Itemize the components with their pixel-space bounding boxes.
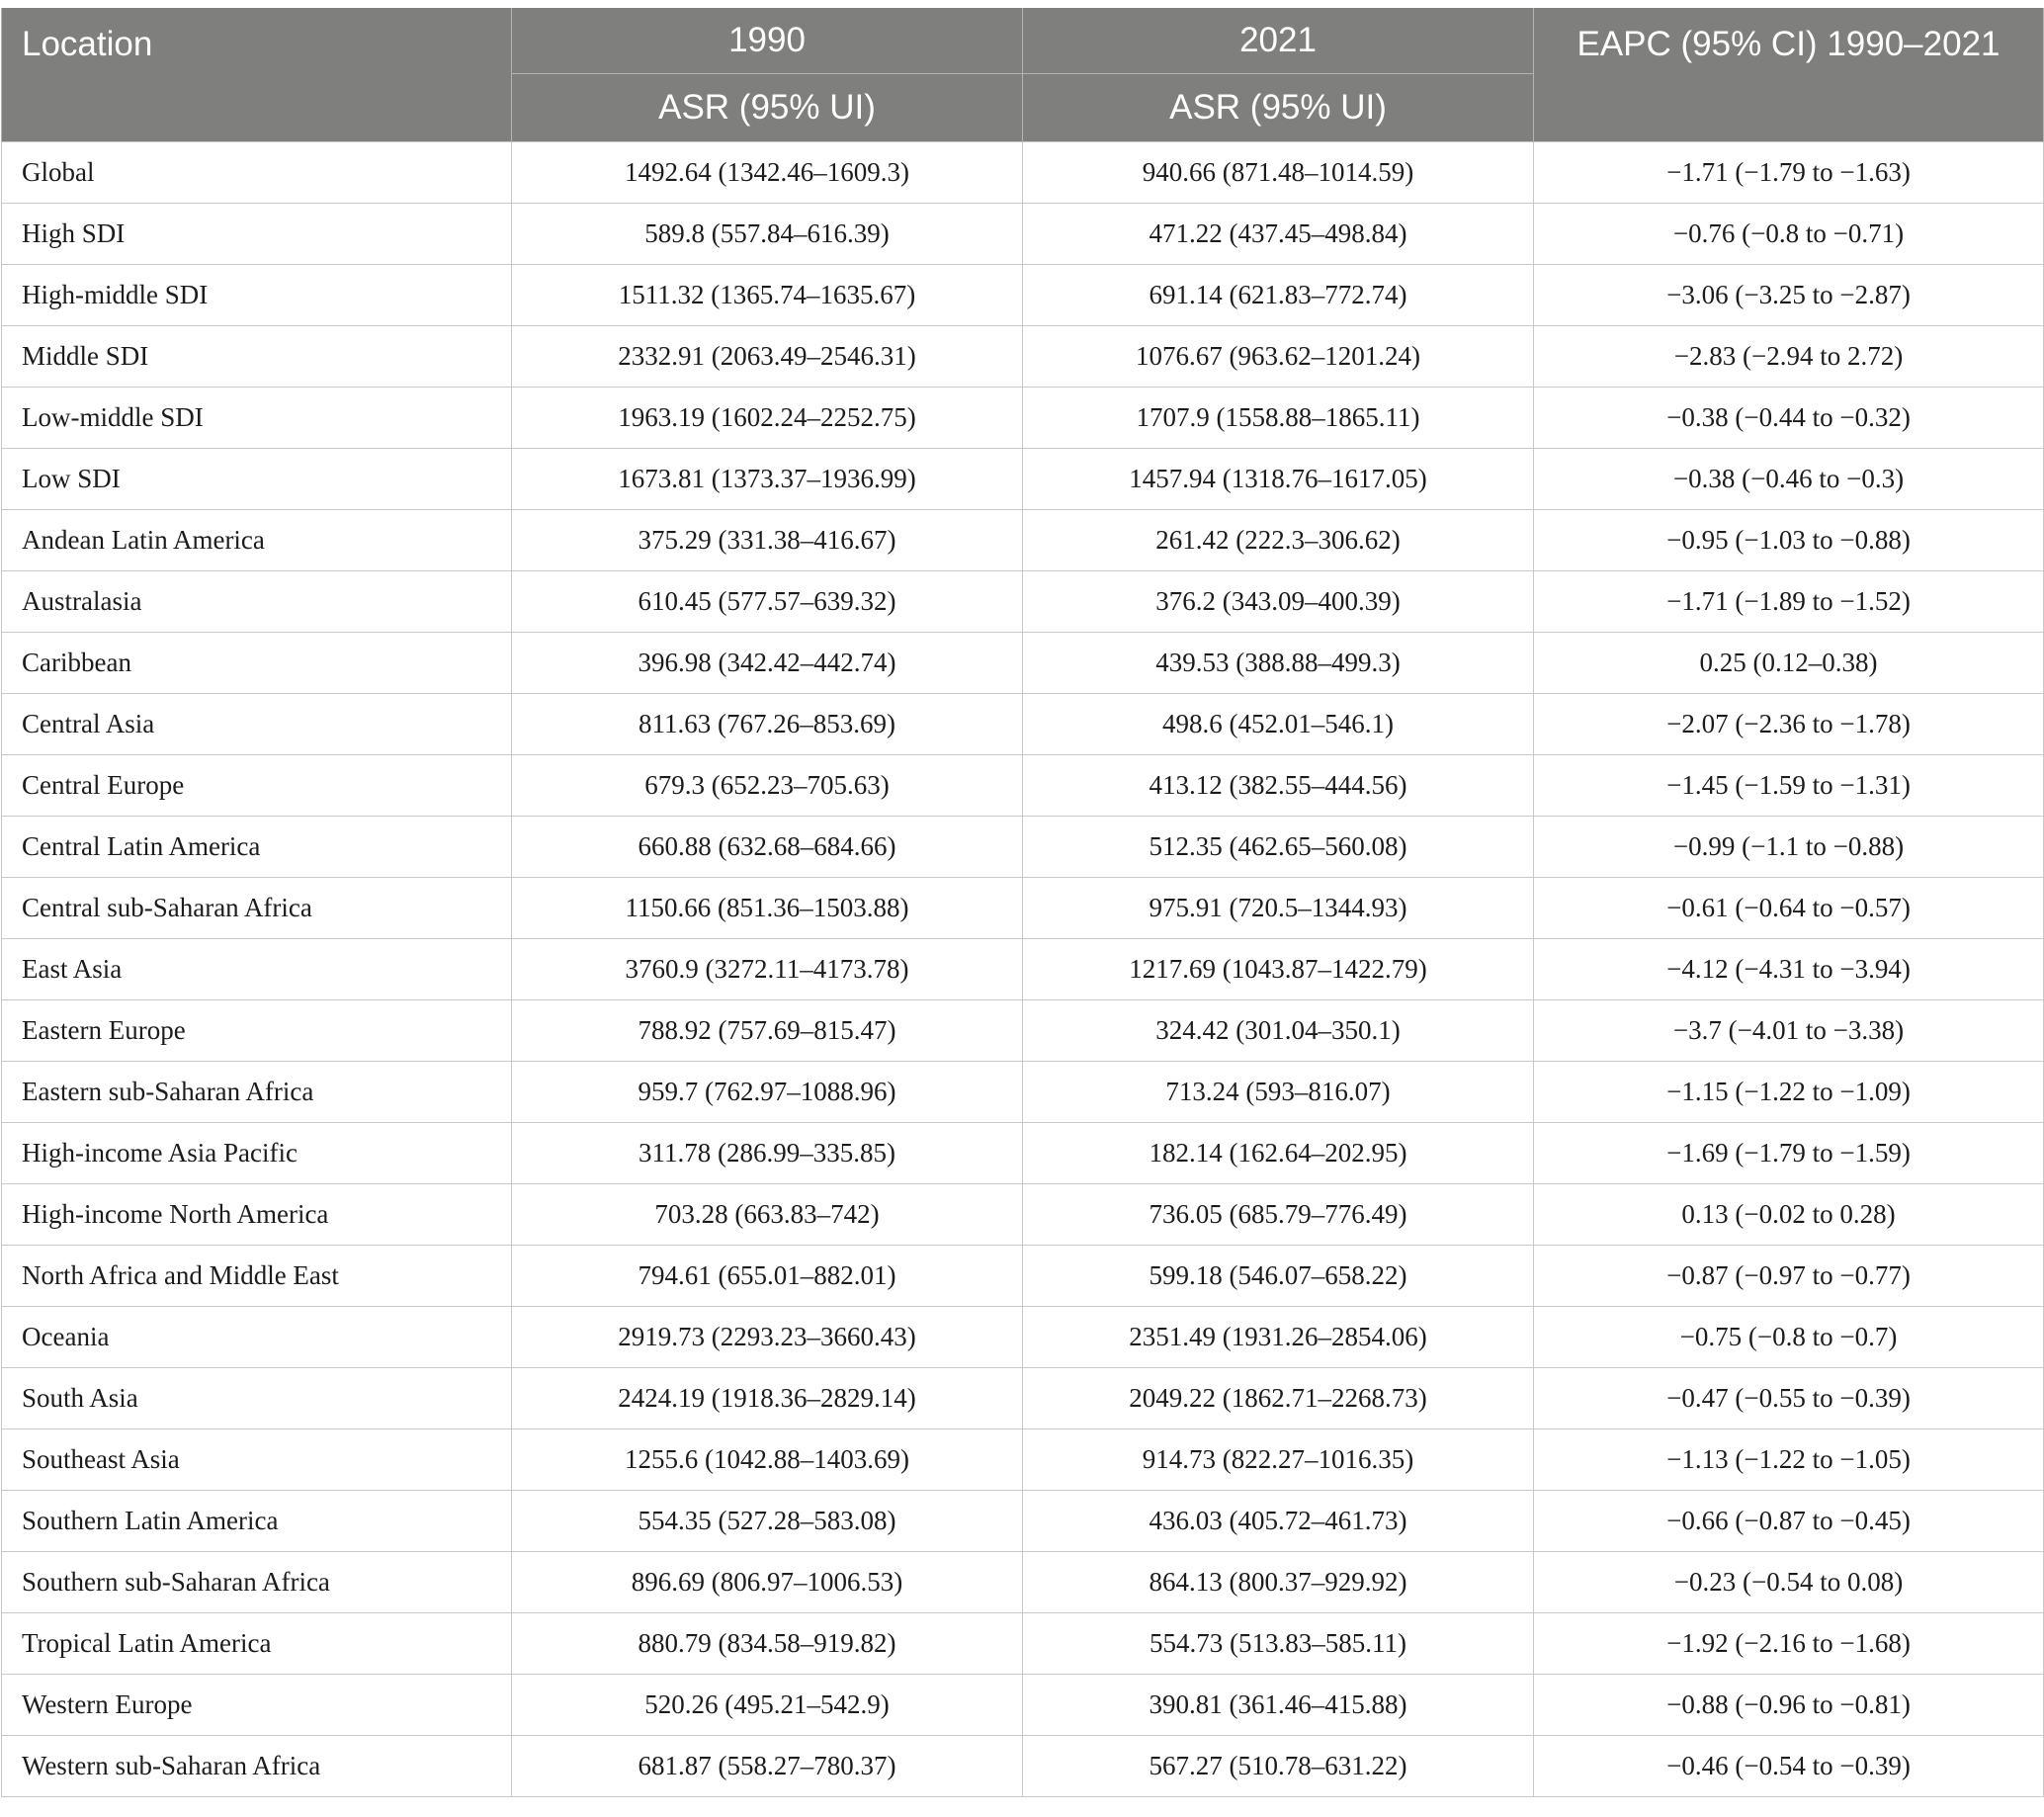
asr-1990-cell: 794.61 (655.01–882.01) <box>512 1246 1023 1307</box>
year-2021-header: 2021 <box>1023 8 1534 74</box>
location-cell: Eastern Europe <box>2 1000 512 1062</box>
eapc-cell: −0.88 (−0.96 to −0.81) <box>1534 1675 2044 1736</box>
eapc-cell: −0.95 (−1.03 to −0.88) <box>1534 510 2044 571</box>
asr-2021-cell: 512.35 (462.65–560.08) <box>1023 817 1534 878</box>
table-row <box>2 1368 2044 1429</box>
eapc-cell: −0.23 (−0.54 to 0.08) <box>1534 1552 2044 1613</box>
eapc-cell: −1.69 (−1.79 to −1.59) <box>1534 1123 2044 1184</box>
table-row <box>2 449 2044 510</box>
year-1990-header: 1990 <box>512 8 1023 74</box>
asr-1990-cell: 679.3 (652.23–705.63) <box>512 755 1023 817</box>
asr-1990-cell: 520.26 (495.21–542.9) <box>512 1675 1023 1736</box>
table-row <box>2 1000 2044 1062</box>
eapc-cell: −3.06 (−3.25 to −2.87) <box>1534 265 2044 326</box>
location-cell: Southern sub-Saharan Africa <box>2 1552 512 1613</box>
asr-1990-cell: 703.28 (663.83–742) <box>512 1184 1023 1246</box>
table-row <box>2 817 2044 878</box>
asr-2021-cell: 324.42 (301.04–350.1) <box>1023 1000 1534 1062</box>
location-cell: Central sub-Saharan Africa <box>2 878 512 939</box>
asr-1990-cell: 554.35 (527.28–583.08) <box>512 1491 1023 1552</box>
table-row <box>2 694 2044 755</box>
asr-1990-cell: 1255.6 (1042.88–1403.69) <box>512 1429 1023 1491</box>
table-row <box>2 1675 2044 1736</box>
asr-2021-cell: 713.24 (593–816.07) <box>1023 1062 1534 1123</box>
table-row <box>2 326 2044 388</box>
location-cell: Southeast Asia <box>2 1429 512 1491</box>
eapc-cell: −0.46 (−0.54 to −0.39) <box>1534 1736 2044 1797</box>
asr-2021-cell: 864.13 (800.37–929.92) <box>1023 1552 1534 1613</box>
location-cell: East Asia <box>2 939 512 1000</box>
eapc-cell: 0.13 (−0.02 to 0.28) <box>1534 1184 2044 1246</box>
table-row <box>2 1307 2044 1368</box>
asr-1990-cell: 589.8 (557.84–616.39) <box>512 204 1023 265</box>
eapc-cell: −1.15 (−1.22 to −1.09) <box>1534 1062 2044 1123</box>
eapc-cell: −0.75 (−0.8 to −0.7) <box>1534 1307 2044 1368</box>
eapc-cell: −2.07 (−2.36 to −1.78) <box>1534 694 2044 755</box>
eapc-cell: −0.87 (−0.97 to −0.77) <box>1534 1246 2044 1307</box>
eapc-cell: −4.12 (−4.31 to −3.94) <box>1534 939 2044 1000</box>
asr-2021-cell: 2049.22 (1862.71–2268.73) <box>1023 1368 1534 1429</box>
asr-1990-cell: 311.78 (286.99–335.85) <box>512 1123 1023 1184</box>
location-cell: High-income Asia Pacific <box>2 1123 512 1184</box>
table-row <box>2 1123 2044 1184</box>
asr-1990-cell: 1150.66 (851.36–1503.88) <box>512 878 1023 939</box>
asr-1990-cell: 1511.32 (1365.74–1635.67) <box>512 265 1023 326</box>
table-row <box>2 571 2044 633</box>
table-row <box>2 1491 2044 1552</box>
table-row <box>2 142 2044 204</box>
table-row <box>2 1613 2044 1675</box>
table-row <box>2 510 2044 571</box>
eapc-cell: 0.25 (0.12–0.38) <box>1534 633 2044 694</box>
table-body <box>2 142 2044 1797</box>
asr-2021-cell: 439.53 (388.88–499.3) <box>1023 633 1534 694</box>
table-row <box>2 878 2044 939</box>
location-cell: Southern Latin America <box>2 1491 512 1552</box>
eapc-cell: −0.76 (−0.8 to −0.71) <box>1534 204 2044 265</box>
asr-2021-cell: 376.2 (343.09–400.39) <box>1023 571 1534 633</box>
location-cell: Central Latin America <box>2 817 512 878</box>
asr-2021-cell: 1707.9 (1558.88–1865.11) <box>1023 388 1534 449</box>
asr-2021-subheader: ASR (95% UI) <box>1023 74 1534 142</box>
eapc-cell: −0.61 (−0.64 to −0.57) <box>1534 878 2044 939</box>
table-row <box>2 1736 2044 1797</box>
table-row <box>2 633 2044 694</box>
location-cell: North Africa and Middle East <box>2 1246 512 1307</box>
asr-2021-cell: 182.14 (162.64–202.95) <box>1023 1123 1534 1184</box>
location-cell: Low SDI <box>2 449 512 510</box>
asr-1990-cell: 1492.64 (1342.46–1609.3) <box>512 142 1023 204</box>
asr-2021-cell: 691.14 (621.83–772.74) <box>1023 265 1534 326</box>
asr-1990-cell: 959.7 (762.97–1088.96) <box>512 1062 1023 1123</box>
eapc-cell: −0.38 (−0.46 to −0.3) <box>1534 449 2044 510</box>
asr-1990-cell: 396.98 (342.42–442.74) <box>512 633 1023 694</box>
data-table <box>1 8 2044 1797</box>
location-cell: Tropical Latin America <box>2 1613 512 1675</box>
asr-2021-cell: 914.73 (822.27–1016.35) <box>1023 1429 1534 1491</box>
location-cell: Central Asia <box>2 694 512 755</box>
asr-2021-cell: 1217.69 (1043.87–1422.79) <box>1023 939 1534 1000</box>
asr-1990-cell: 2424.19 (1918.36–2829.14) <box>512 1368 1023 1429</box>
eapc-cell: −0.38 (−0.44 to −0.32) <box>1534 388 2044 449</box>
location-cell: Western Europe <box>2 1675 512 1736</box>
eapc-cell: −1.71 (−1.89 to −1.52) <box>1534 571 2044 633</box>
asr-1990-subheader: ASR (95% UI) <box>512 74 1023 142</box>
asr-2021-cell: 498.6 (452.01–546.1) <box>1023 694 1534 755</box>
location-cell: Central Europe <box>2 755 512 817</box>
asr-2021-cell: 471.22 (437.45–498.84) <box>1023 204 1534 265</box>
location-cell: Global <box>2 142 512 204</box>
asr-2021-cell: 390.81 (361.46–415.88) <box>1023 1675 1534 1736</box>
location-cell: Middle SDI <box>2 326 512 388</box>
table-row <box>2 1246 2044 1307</box>
eapc-cell: −0.47 (−0.55 to −0.39) <box>1534 1368 2044 1429</box>
table-header <box>2 8 2044 142</box>
asr-2021-cell: 1457.94 (1318.76–1617.05) <box>1023 449 1534 510</box>
asr-1990-cell: 880.79 (834.58–919.82) <box>512 1613 1023 1675</box>
location-cell: Andean Latin America <box>2 510 512 571</box>
table-row <box>2 755 2044 817</box>
asr-1990-cell: 811.63 (767.26–853.69) <box>512 694 1023 755</box>
asr-2021-cell: 436.03 (405.72–461.73) <box>1023 1491 1534 1552</box>
asr-1990-cell: 610.45 (577.57–639.32) <box>512 571 1023 633</box>
table-row <box>2 1062 2044 1123</box>
table-row <box>2 1552 2044 1613</box>
location-cell: Low-middle SDI <box>2 388 512 449</box>
asr-1990-cell: 2919.73 (2293.23–3660.43) <box>512 1307 1023 1368</box>
eapc-cell: −2.83 (−2.94 to 2.72) <box>1534 326 2044 388</box>
eapc-cell: −0.66 (−0.87 to −0.45) <box>1534 1491 2044 1552</box>
table-row <box>2 1429 2044 1491</box>
asr-2021-cell: 413.12 (382.55–444.56) <box>1023 755 1534 817</box>
eapc-cell: −1.92 (−2.16 to −1.68) <box>1534 1613 2044 1675</box>
asr-1990-cell: 896.69 (806.97–1006.53) <box>512 1552 1023 1613</box>
asr-2021-cell: 1076.67 (963.62–1201.24) <box>1023 326 1534 388</box>
location-cell: Australasia <box>2 571 512 633</box>
asr-1990-cell: 1673.81 (1373.37–1936.99) <box>512 449 1023 510</box>
asr-2021-cell: 2351.49 (1931.26–2854.06) <box>1023 1307 1534 1368</box>
eapc-cell: −1.45 (−1.59 to −1.31) <box>1534 755 2044 817</box>
asr-2021-cell: 975.91 (720.5–1344.93) <box>1023 878 1534 939</box>
table-row <box>2 1184 2044 1246</box>
asr-2021-cell: 736.05 (685.79–776.49) <box>1023 1184 1534 1246</box>
asr-1990-cell: 3760.9 (3272.11–4173.78) <box>512 939 1023 1000</box>
location-cell: High SDI <box>2 204 512 265</box>
location-header: Location <box>2 8 512 142</box>
asr-2021-cell: 567.27 (510.78–631.22) <box>1023 1736 1534 1797</box>
eapc-header: EAPC (95% CI) 1990–2021 <box>1534 8 2044 142</box>
table-row <box>2 388 2044 449</box>
location-cell: High-income North America <box>2 1184 512 1246</box>
eapc-cell: −0.99 (−1.1 to −0.88) <box>1534 817 2044 878</box>
location-cell: South Asia <box>2 1368 512 1429</box>
asr-1990-cell: 2332.91 (2063.49–2546.31) <box>512 326 1023 388</box>
eapc-cell: −1.13 (−1.22 to −1.05) <box>1534 1429 2044 1491</box>
header-row-top <box>2 8 2044 74</box>
location-cell: Eastern sub-Saharan Africa <box>2 1062 512 1123</box>
location-cell: Western sub-Saharan Africa <box>2 1736 512 1797</box>
asr-2021-cell: 599.18 (546.07–658.22) <box>1023 1246 1534 1307</box>
asr-1990-cell: 375.29 (331.38–416.67) <box>512 510 1023 571</box>
asr-1990-cell: 1963.19 (1602.24–2252.75) <box>512 388 1023 449</box>
location-cell: High-middle SDI <box>2 265 512 326</box>
location-cell: Caribbean <box>2 633 512 694</box>
asr-1990-cell: 788.92 (757.69–815.47) <box>512 1000 1023 1062</box>
location-cell: Oceania <box>2 1307 512 1368</box>
asr-1990-cell: 660.88 (632.68–684.66) <box>512 817 1023 878</box>
eapc-cell: −1.71 (−1.79 to −1.63) <box>1534 142 2044 204</box>
asr-2021-cell: 940.66 (871.48–1014.59) <box>1023 142 1534 204</box>
asr-1990-cell: 681.87 (558.27–780.37) <box>512 1736 1023 1797</box>
table-row <box>2 265 2044 326</box>
asr-2021-cell: 554.73 (513.83–585.11) <box>1023 1613 1534 1675</box>
table-row <box>2 204 2044 265</box>
table-row <box>2 939 2044 1000</box>
eapc-cell: −3.7 (−4.01 to −3.38) <box>1534 1000 2044 1062</box>
asr-2021-cell: 261.42 (222.3–306.62) <box>1023 510 1534 571</box>
